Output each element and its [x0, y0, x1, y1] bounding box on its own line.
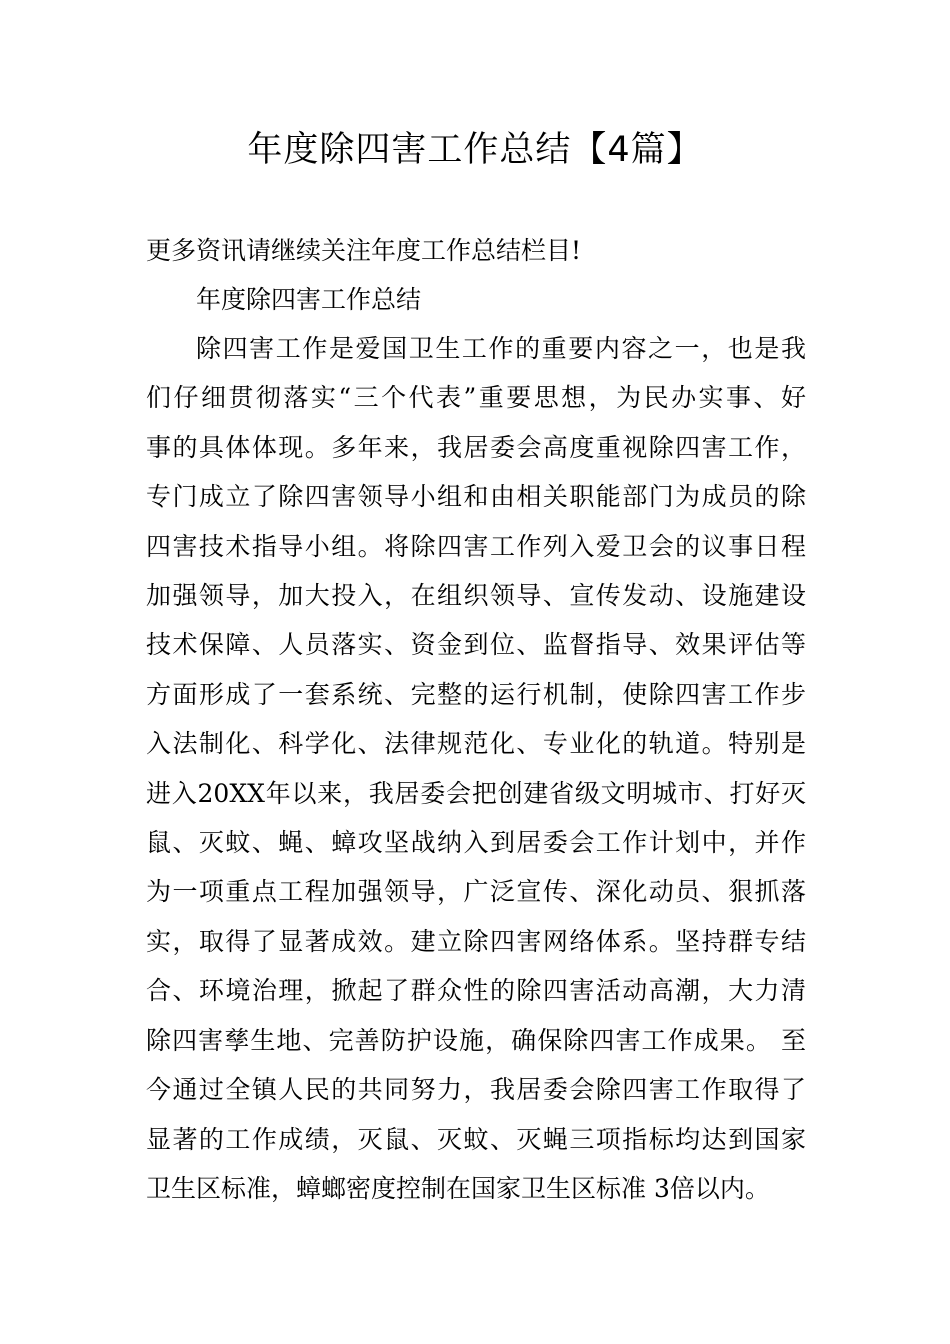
body-line: 进入20XX年以来，我居委会把创建省级文明城市、打好灭 [146, 778, 806, 808]
body-line: 加强领导，加大投入，在组织领导、宣传发动、设施建设 [146, 581, 806, 611]
body-line: 四害技术指导小组。将除四害工作列入爱卫会的议事日程 [146, 531, 806, 561]
section-subheading: 年度除四害工作总结 [196, 285, 422, 314]
body-line: 卫生区标准，蟑螂密度控制在国家卫生区标准 3倍以内。 [146, 1173, 770, 1203]
body-line: 事的具体体现。多年来，我居委会高度重视除四害工作， [146, 432, 806, 462]
body-line: 技术保障、人员落实、资金到位、监督指导、效果评估等 [146, 630, 806, 660]
body-line: 鼠、灭蚊、蝇、蟑攻坚战纳入到居委会工作计划中，并作 [146, 828, 806, 858]
body-line: 们仔细贯彻落实“三个代表”重要思想，为民办实事、好 [146, 383, 806, 413]
body-paragraph [146, 324, 806, 1213]
body-line: 除四害工作是爱国卫生工作的重要内容之一，也是我 [196, 334, 806, 363]
body-line: 方面形成了一套系统、完整的运行机制，使除四害工作步 [146, 679, 806, 709]
body-line: 专门成立了除四害领导小组和由相关职能部门为成员的除 [146, 482, 806, 512]
body-line: 合、环境治理，掀起了群众性的除四害活动高潮，大力清 [146, 976, 806, 1006]
body-line: 今通过全镇人民的共同努力，我居委会除四害工作取得了 [146, 1075, 806, 1105]
body-line: 实，取得了显著成效。建立除四害网络体系。坚持群专结 [146, 926, 806, 956]
body-line: 为一项重点工程加强领导，广泛宣传、深化动员、狠抓落 [146, 877, 806, 907]
intro-line: 更多资讯请继续关注年度工作总结栏目! [146, 236, 582, 265]
body-line: 显著的工作成绩，灭鼠、灭蚊、灭蝇三项指标均达到国家 [146, 1124, 806, 1154]
body-line: 入法制化、科学化、法律规范化、专业化的轨道。特别是 [146, 729, 806, 759]
document-title: 年度除四害工作总结【4篇】 [247, 130, 703, 170]
body-line: 除四害孳生地、完善防护设施，确保除四害工作成果。 至 [146, 1025, 806, 1055]
